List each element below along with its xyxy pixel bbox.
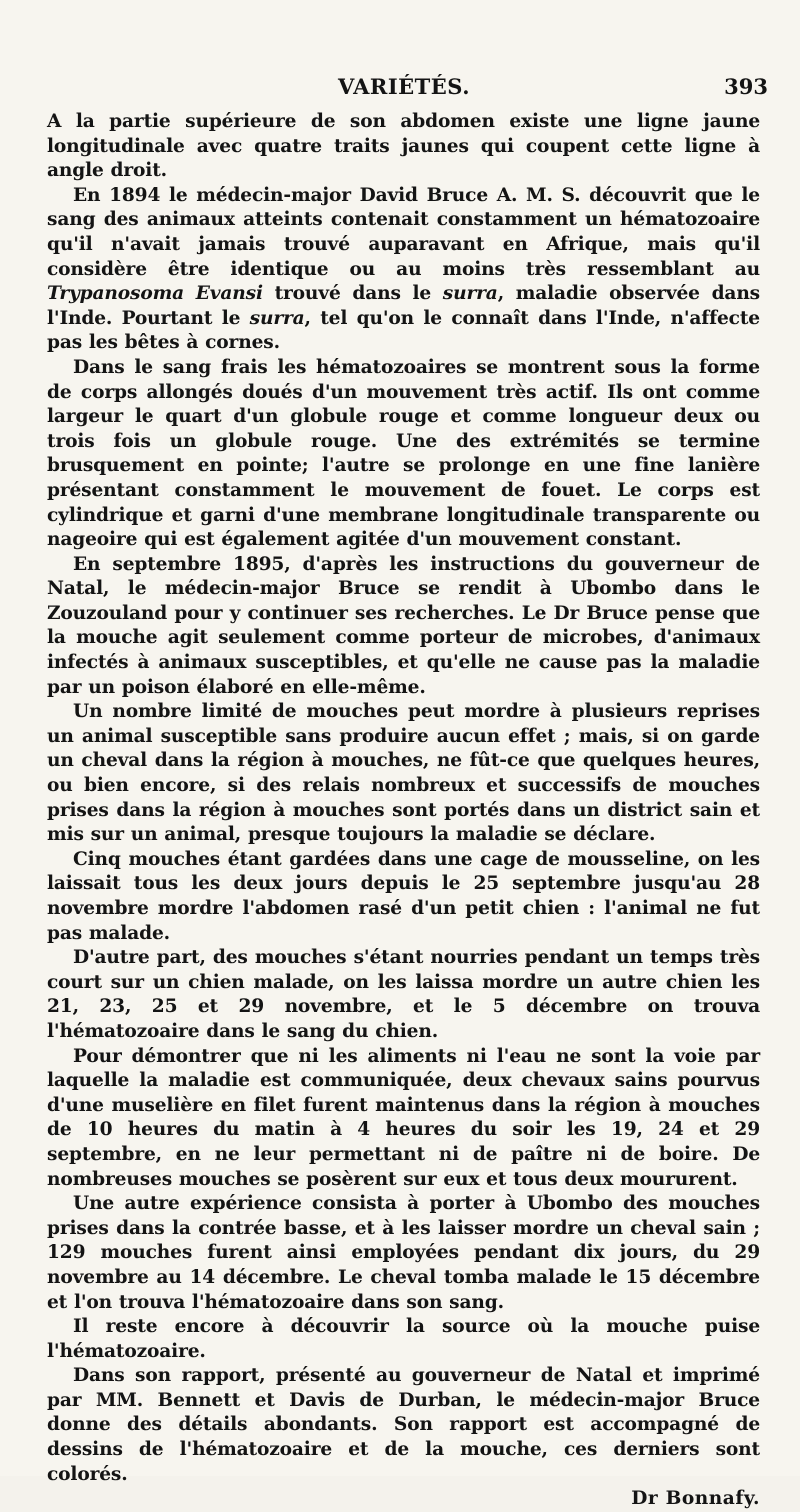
page-header — [40, 74, 768, 104]
author-signature: Dr Bonnafy. — [631, 1488, 760, 1510]
paragraph — [47, 184, 760, 356]
running-title: VARIÉTÉS. — [337, 74, 471, 99]
paragraph: D'autre part, des mouches s'étant nourries pendant un temps très court sur un chien malade, on les laissa mordre un autre chien les 21, 23, 25 et 29 novembre, et le 5 décembre on trouva l'hématozoaire dans le sang du chien. — [47, 947, 760, 1042]
paragraph: Il reste encore à découvrir la source où la mouche puise l'hématozoaire. — [47, 1316, 760, 1362]
text-run: , maladie observée dans l'Inde. Pourtant le — [47, 283, 761, 329]
disease-name: surra — [442, 283, 498, 305]
paragraph: Un nombre limité de mouches peut mordre à plusieurs reprises un animal susceptible sans produire aucun effet ; mais, si on garde un cheval dans la région à mouches, ne fût-ce que quelques heures, ou bien encore, si des relais nombreux et successifs de mouches prises dans la région à mouches sont portés dans un district sain et mis sur un animal, presque toujours la maladie se déclare. — [47, 701, 760, 846]
paragraph: Une autre expérience consista à porter à Ubombo des mouches prises dans la contrée basse, et à les laisser mordre un cheval sain ; 129 mouches furent ainsi employées pendant dix jours, du 29 novembre au 14 décembre. Le cheval tomba malade le 15 décembre et l'on trouva l'hématozoaire dans son sang. — [47, 1193, 760, 1313]
paragraph: Pour démontrer que ni les aliments ni l'eau ne sont la voie par laquelle la maladie est communiquée, deux chevaux sains pourvus d'une muselière en filet furent maintenus dans la région à mouches de 10 heures du matin à 4 heures du soir les 19, 24 et 29 septembre, en ne leur permettant ni de paître ni de boire. De nombreuses mouches se posèrent sur eux et tous deux moururent. — [47, 1045, 760, 1190]
text-run: En 1894 le médecin-major David Bruce A. M. S. découvrit que le sang des animaux atteints contenait constamment un hématozoaire qu'il n'avait jamais trouvé auparavant en Afrique, mais qu'il considère être identique ou au moins très ressemblant au — [47, 184, 760, 280]
paragraph: Cinq mouches étant gardées dans une cage de mousseline, on les laissait tous les deux jours depuis le 25 septembre jusqu'au 28 novembre mordre l'abdomen rasé d'un petit chien : l'animal ne fut pas malade. — [47, 848, 760, 944]
signature-line — [47, 1487, 760, 1512]
paragraph — [47, 1364, 760, 1487]
article-body — [47, 110, 760, 1512]
paragraph: A la partie supérieure de son abdomen existe une ligne jaune longitudinale avec quatre traits jaunes qui coupent cette ligne à angle droit. — [47, 111, 760, 182]
text-run: trouvé dans le — [262, 283, 443, 305]
disease-name: surra — [249, 307, 305, 329]
text-run: , tel qu'on le connaît dans l'Inde, n'affecte pas les bêtes à cornes. — [47, 307, 760, 354]
text-run: Dans son rapport, présenté au gouverneur de Natal et imprimé par MM. Bennett et Davis de Durban, le médecin-major Bruce donne des détails abondants. Son rapport est accompagné de dessins de l'hématozoaire et de la mouche, ces derniers sont colorés. — [47, 1365, 760, 1485]
paragraph: En septembre 1895, d'après les instructions du gouverneur de Natal, le médecin-major Bruce se rendit à Ubombo dans le Zouzouland pour y continuer ses recherches. Le Dr Bruce pense que la mouche agit seulement comme porteur de microbes, d'animaux infectés à animaux susceptibles, et qu'elle ne cause pas la maladie par un poison élaboré en elle-même. — [47, 553, 760, 698]
species-name: Trypanosoma Evansi — [47, 283, 263, 305]
page-number: 393 — [724, 74, 768, 99]
paragraph: Dans le sang frais les hématozoaires se montrent sous la forme de corps allongés doués d'un mouvement très actif. Ils ont comme largeur le quart d'un globule rouge et comme longueur deux ou trois fois un globule rouge. Une des extrémités se termine brusquement en pointe; l'autre se prolonge en une fine lanière présentant constamment le mouvement de fouet. Le corps est cylindrique et garni d'une membrane longitudinale transparente ou nageoire qui est également agitée d'un mouvement constant. — [47, 356, 760, 551]
